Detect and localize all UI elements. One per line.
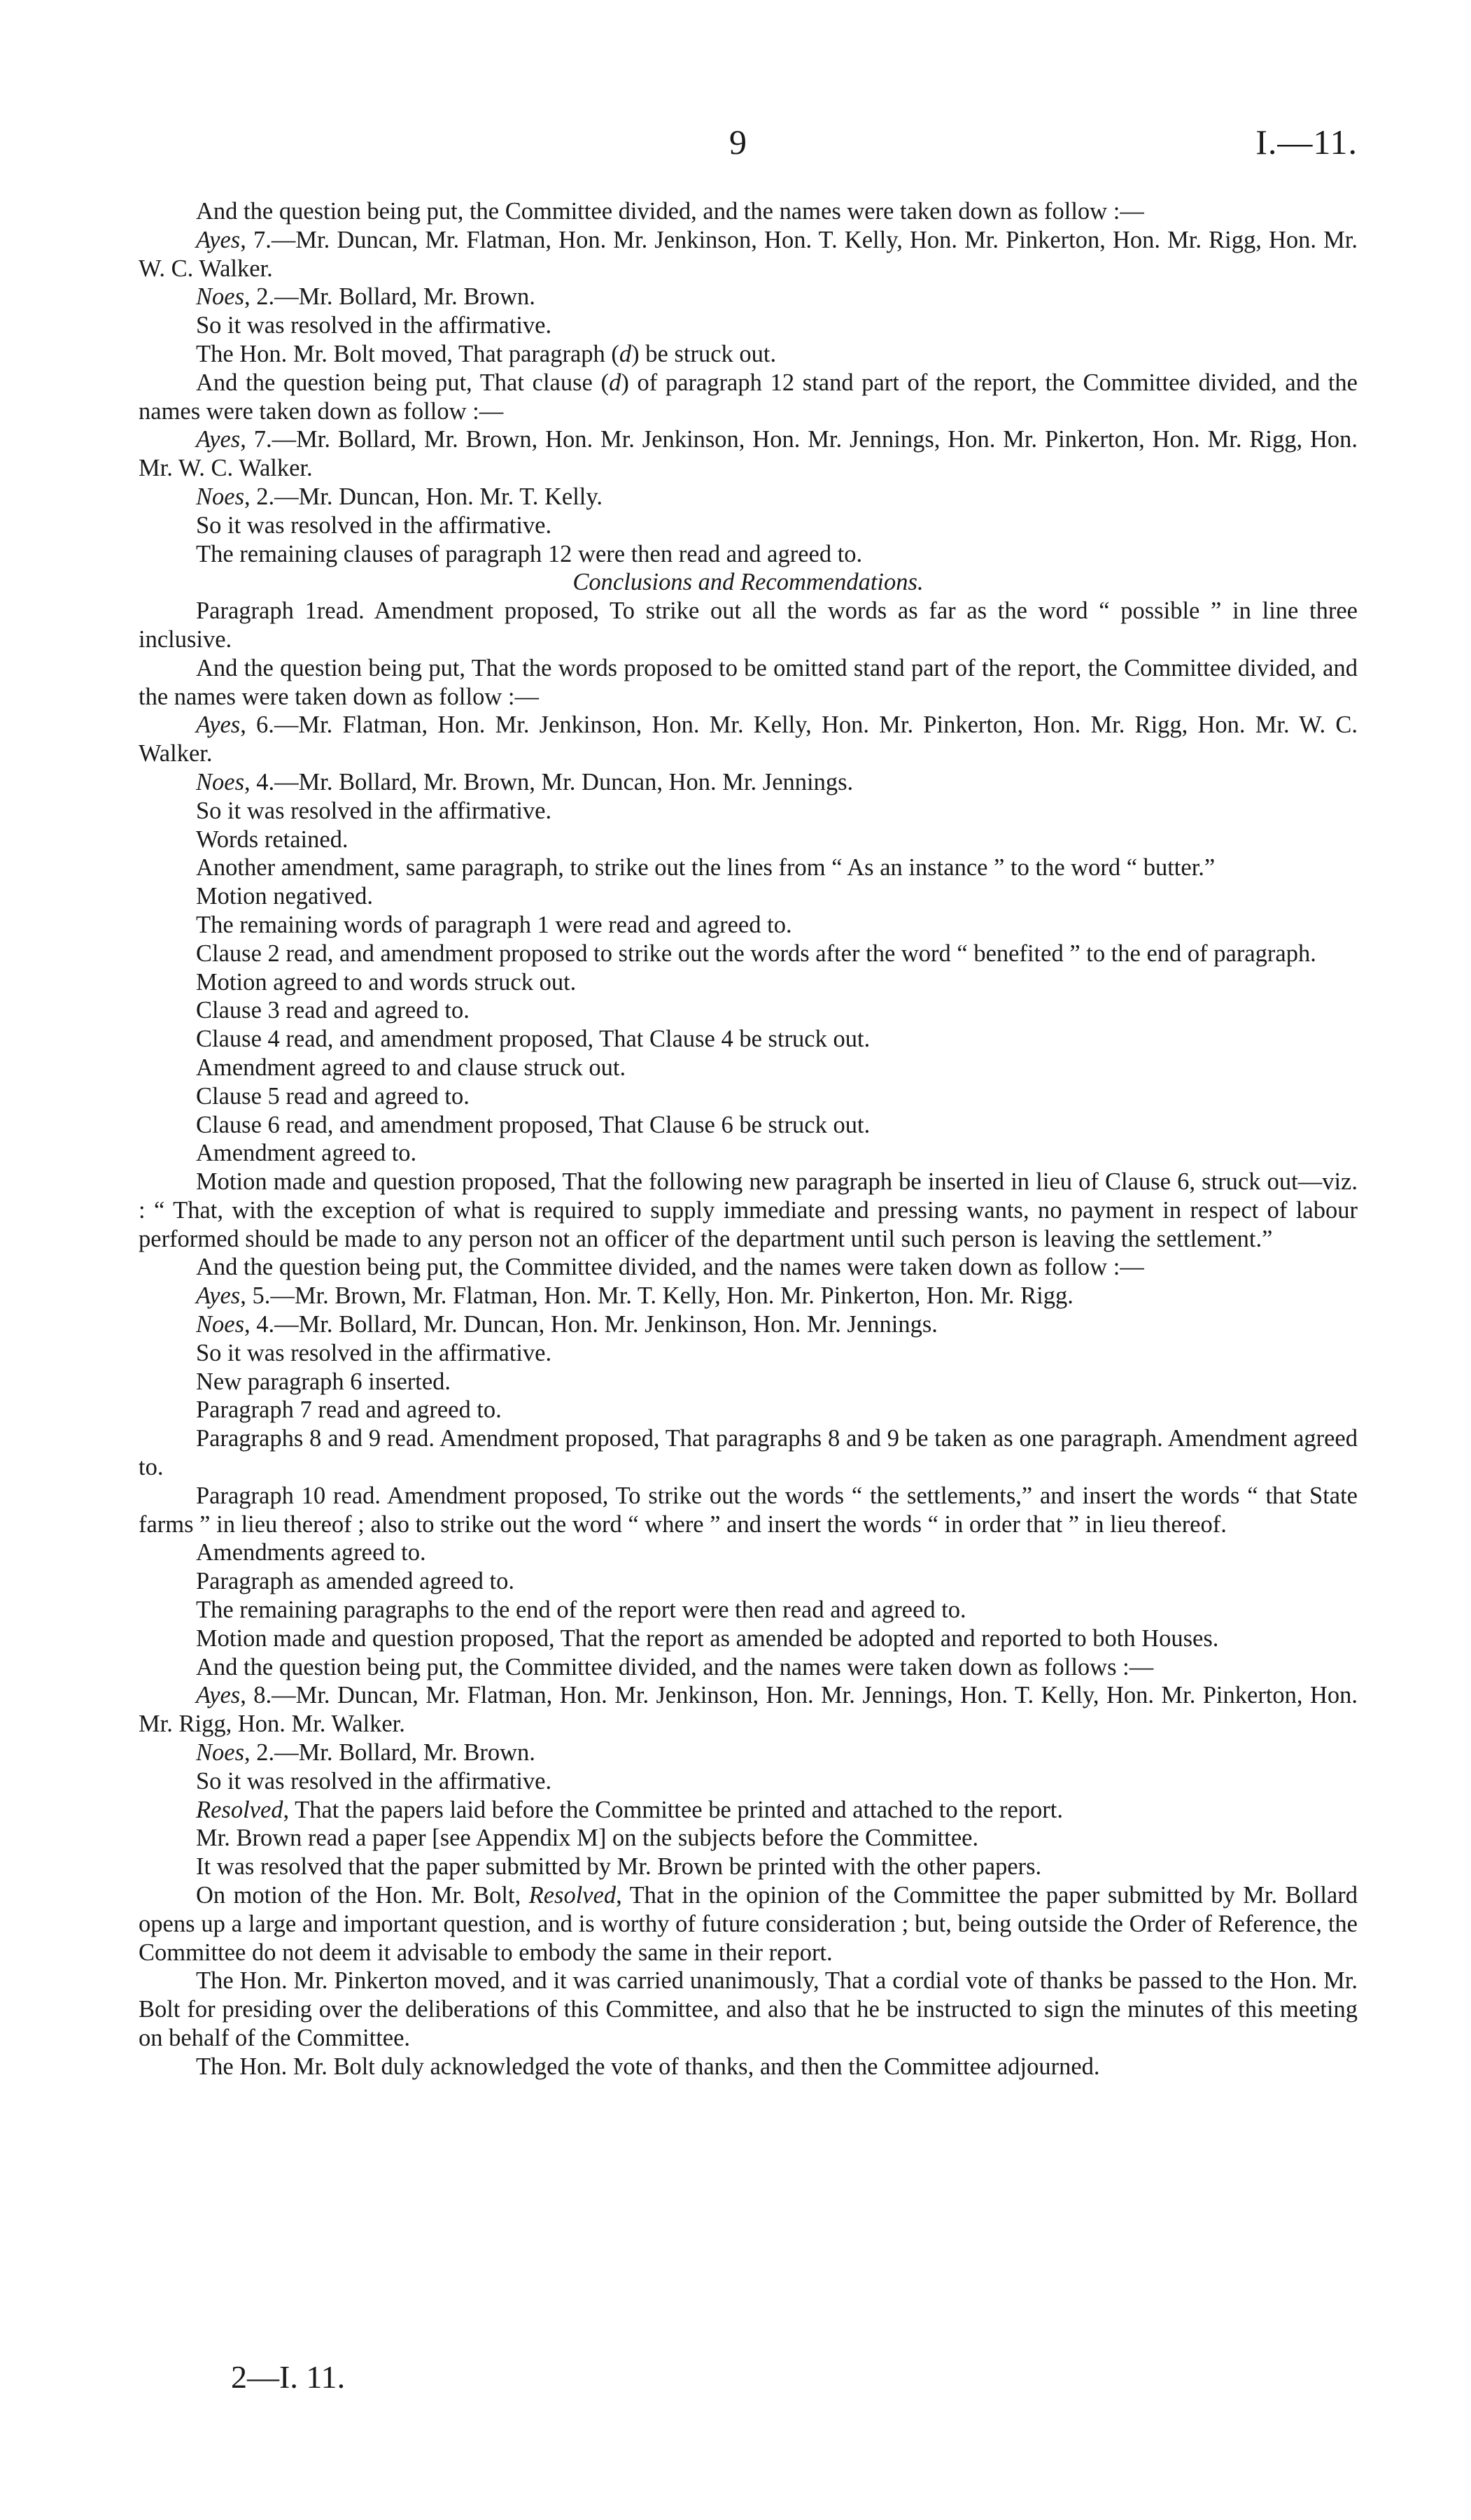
paragraph: [139, 1111, 1358, 1140]
text-run: New paragraph 6 inserted.: [196, 1368, 451, 1395]
text-run: Clause 2 read, and amendment proposed to strike out the words after the word “ benefited ” to the end of paragraph.: [196, 940, 1316, 967]
text-run: , 5.—Mr. Brown, Mr. Flatman, Hon. Mr. T. Kelly, Hon. Mr. Pinkerton, Hon. Mr. Rigg.: [240, 1282, 1074, 1310]
paragraph: [139, 1853, 1358, 1881]
text-run: Paragraphs 8 and 9 read. Amendment proposed, That paragraphs 8 and 9 be taken as one paragraph. Amendment agreed to.: [139, 1425, 1358, 1481]
paragraph: [139, 1282, 1358, 1310]
text-run: Clause 4 read, and amendment proposed, That Clause 4 be struck out.: [196, 1026, 871, 1053]
paragraph: [139, 654, 1358, 712]
text-run: Motion made and question proposed, That the report as amended be adopted and reported to both Houses.: [196, 1624, 1219, 1652]
text-run: And the question being put, the Committee divided, and the names were taken down as follow :—: [196, 1254, 1144, 1281]
paragraph: [139, 1424, 1358, 1482]
text-run: ) of paragraph 12 stand part of the report, the Committee divided, and the names were taken down as follow :—: [139, 369, 1358, 425]
paragraph: [139, 340, 1358, 369]
text-run: Words retained.: [196, 826, 349, 853]
text-run: Motion negatived.: [196, 883, 373, 910]
text-run: The remaining paragraphs to the end of the report were then read and agreed to.: [196, 1597, 966, 1624]
paragraph: [139, 1967, 1358, 2052]
paragraph: [139, 483, 1358, 511]
paragraph: [139, 1082, 1358, 1111]
text-run: So it was resolved in the affirmative.: [196, 797, 552, 824]
italic-text: Ayes: [196, 1282, 241, 1310]
paragraph: [139, 768, 1358, 797]
paragraph: [139, 425, 1358, 483]
paragraph: [139, 882, 1358, 911]
text-run: Paragraph 1read. Amendment proposed, To strike out all the words as far as the word “ possible ” in line three inclusive.: [139, 597, 1358, 653]
italic-text: Noes: [196, 1739, 244, 1767]
paragraph: [139, 197, 1358, 226]
page-number: 9: [729, 122, 747, 162]
paragraph: [139, 1824, 1358, 1853]
text-run: Conclusions and Recommendations.: [572, 569, 924, 596]
paragraph: [139, 711, 1358, 768]
italic-text: Noes: [196, 768, 244, 795]
text-run: It was resolved that the paper submitted by Mr. Brown be printed with the other papers.: [196, 1853, 1042, 1881]
text-run: , 2.—Mr. Bollard, Mr. Brown.: [244, 1739, 535, 1767]
text-run: The Hon. Mr. Bolt moved, That paragraph (: [196, 340, 619, 367]
text-run: , 2.—Mr. Duncan, Hon. Mr. T. Kelly.: [244, 483, 603, 510]
paragraph: [139, 854, 1358, 882]
paragraph: [139, 1567, 1358, 1596]
text-run: , 7.—Mr. Duncan, Mr. Flatman, Hon. Mr. Jenkinson, Hon. T. Kelly, Hon. Mr. Pinkerton, Hon. Mr. Rigg, Hon. Mr. W. C. Walker.: [139, 226, 1358, 282]
paragraph: [139, 369, 1358, 426]
paragraph: [139, 1168, 1358, 1253]
paragraph: [139, 911, 1358, 940]
text-run: Clause 6 read, and amendment proposed, That Clause 6 be struck out.: [196, 1111, 871, 1138]
paragraph: [139, 1339, 1358, 1368]
paragraph: [139, 826, 1358, 854]
italic-text: Ayes: [196, 226, 241, 253]
italic-text: Resolved: [196, 1796, 283, 1823]
text-run: And the question being put, the Committee divided, and the names were taken down as follow :—: [196, 198, 1144, 225]
paragraph: [139, 996, 1358, 1025]
paragraph: [139, 1396, 1358, 1424]
text-run: , 4.—Mr. Bollard, Mr. Duncan, Hon. Mr. Jenkinson, Hon. Mr. Jennings.: [244, 1311, 938, 1338]
text-run: Amendment agreed to and clause struck out.: [196, 1054, 626, 1081]
paragraph: [139, 1796, 1358, 1825]
text-run: So it was resolved in the affirmative.: [196, 1767, 552, 1795]
italic-text: Ayes: [196, 712, 241, 739]
paragraph: [139, 1653, 1358, 1682]
text-run: Clause 3 read and agreed to.: [196, 997, 470, 1024]
text-run: ) be struck out.: [631, 340, 777, 367]
text-run: , 2.—Mr. Bollard, Mr. Brown.: [244, 283, 535, 311]
text-run: And the question being put, That the words proposed to be omitted stand part of the report, the Committee divided, and the names were taken down as follow :—: [139, 654, 1358, 710]
text-run: So it was resolved in the affirmative.: [196, 1339, 552, 1366]
text-run: Another amendment, same paragraph, to strike out the lines from “ As an instance ” to the word “ butter.”: [196, 854, 1216, 882]
paragraph: [139, 1368, 1358, 1396]
paragraph: [139, 940, 1358, 968]
text-run: Mr. Brown read a paper [see Appendix M] on the subjects before the Committee.: [196, 1825, 979, 1852]
paragraph: [139, 1054, 1358, 1082]
paragraph: [139, 968, 1358, 997]
paragraph: [139, 597, 1358, 654]
text-run: So it was resolved in the affirmative.: [196, 511, 552, 539]
text-run: , That the papers laid before the Committee be printed and attached to the report.: [283, 1796, 1063, 1823]
paragraph: [139, 1767, 1358, 1796]
italic-text: Noes: [196, 283, 244, 311]
paragraph: [139, 1681, 1358, 1739]
paragraph: [139, 1025, 1358, 1054]
paragraph: [139, 1253, 1358, 1282]
section-heading: [139, 568, 1358, 597]
paragraph: [139, 1482, 1358, 1539]
italic-text: Noes: [196, 1311, 244, 1338]
text-run: , 7.—Mr. Bollard, Mr. Brown, Hon. Mr. Jenkinson, Hon. Mr. Jennings, Hon. Mr. Pinkerton, Hon. Mr. Rigg, Hon. Mr. W. C. Walker.: [139, 426, 1358, 482]
paragraph: [139, 1739, 1358, 1767]
text-run: The remaining clauses of paragraph 12 were then read and agreed to.: [196, 540, 863, 567]
text-run: Amendments agreed to.: [196, 1539, 426, 1566]
paragraph: [139, 1139, 1358, 1168]
paragraph: [139, 540, 1358, 569]
italic-text: Noes: [196, 483, 244, 510]
text-run: Paragraph 10 read. Amendment proposed, To strike out the words “ the settlements,” and insert the words “ that State farms ” in lieu thereof ; also to strike out the word “ where ” and insert the words “ in order that ” in lieu thereof.: [139, 1482, 1358, 1538]
text-run: The remaining words of paragraph 1 were read and agreed to.: [196, 911, 792, 938]
paragraph: [139, 283, 1358, 311]
signature-mark: 2—I. 11.: [231, 2359, 346, 2395]
text-run: , That in the opinion of the Committee the paper submitted by Mr. Bollard opens up a large and important question, and is worthy of future consideration ; but, being outside the Order of Reference, the Committee do not deem it advisable to embody the same in their report.: [139, 1882, 1358, 1966]
text-run: Paragraph 7 read and agreed to.: [196, 1396, 502, 1424]
text-run: And the question being put, That clause (: [196, 369, 610, 396]
paragraph: [139, 1310, 1358, 1339]
italic-text: Resolved: [528, 1882, 617, 1909]
text-run: Paragraph as amended agreed to.: [196, 1568, 515, 1595]
text-run: So it was resolved in the affirmative.: [196, 312, 552, 339]
paragraph: [139, 226, 1358, 283]
text-run: The Hon. Mr. Bolt duly acknowledged the vote of thanks, and then the Committee adjourned.: [196, 2053, 1100, 2080]
text-run: , 6.—Mr. Flatman, Hon. Mr. Jenkinson, Hon. Mr. Kelly, Hon. Mr. Pinkerton, Hon. Mr. Rigg, Hon. Mr. W. C. Walker.: [139, 712, 1358, 767]
paragraph: [139, 2053, 1358, 2081]
paragraph: [139, 1596, 1358, 1624]
italic-text: d: [619, 340, 632, 367]
paragraph: [139, 511, 1358, 540]
text-run: The Hon. Mr. Pinkerton moved, and it was carried unanimously, That a cordial vote of thanks be passed to the Hon. Mr. Bolt for presiding over the deliberations of this Committee, and also that he be instructed to sign the minutes of this meeting on behalf of the Committee.: [139, 1967, 1358, 2051]
minutes-body: [139, 197, 1358, 2081]
text-run: And the question being put, the Committee divided, and the names were taken down as follows :—: [196, 1653, 1154, 1680]
italic-text: Ayes: [196, 1682, 241, 1709]
text-run: On motion of the Hon. Mr. Bolt,: [196, 1882, 529, 1909]
text-run: , 8.—Mr. Duncan, Mr. Flatman, Hon. Mr. Jenkinson, Hon. Mr. Jennings, Hon. T. Kelly, Hon. Mr. Pinkerton, Hon. Mr. Rigg, Hon. Mr. Walker.: [139, 1682, 1358, 1738]
paragraph: [139, 797, 1358, 826]
italic-text: d: [609, 369, 621, 396]
text-run: , 4.—Mr. Bollard, Mr. Brown, Mr. Duncan, Hon. Mr. Jennings.: [244, 768, 854, 795]
text-run: Motion agreed to and words struck out.: [196, 968, 577, 996]
document-reference: I.—11.: [1255, 122, 1358, 162]
italic-text: Ayes: [196, 426, 241, 453]
text-run: Motion made and question proposed, That the following new paragraph be inserted in lieu of Clause 6, struck out—viz. : “ That, with the exception of what is required to supply immediate and pressing wants, no payment in respect of labour performed should be made to any person not an officer of the department until such person is leaving the settlement.”: [139, 1168, 1358, 1252]
paragraph: [139, 1538, 1358, 1567]
text-run: Clause 5 read and agreed to.: [196, 1082, 470, 1110]
paragraph: [139, 1881, 1358, 1967]
paragraph: [139, 1624, 1358, 1653]
paragraph: [139, 311, 1358, 340]
text-run: Amendment agreed to.: [196, 1140, 417, 1167]
